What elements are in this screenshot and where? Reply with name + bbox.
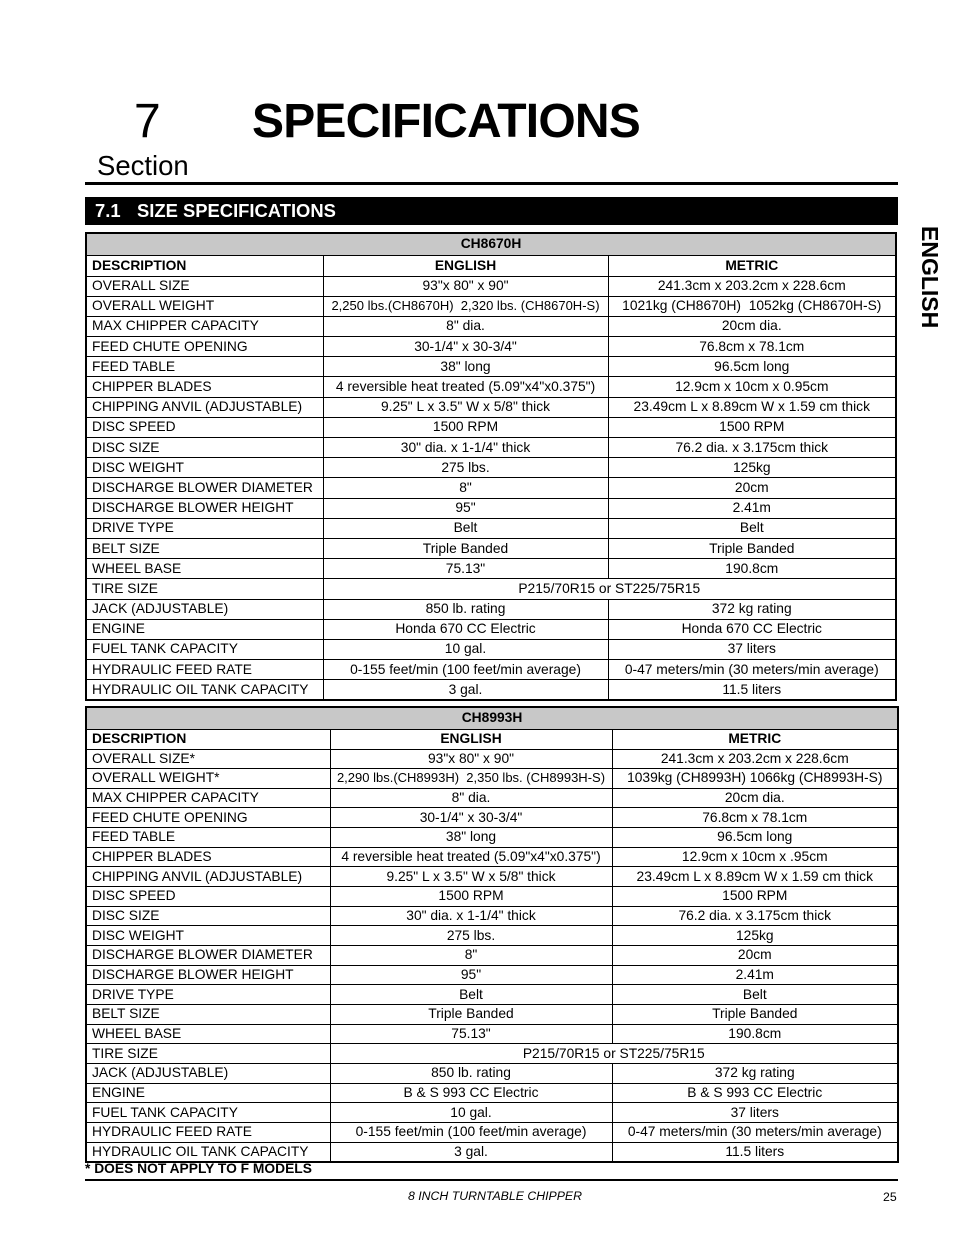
cell-english: 10 gal.	[323, 639, 608, 659]
cell-english: 8" dia.	[323, 316, 608, 336]
column-header-row	[86, 255, 896, 276]
cell-english: 38" long	[323, 357, 608, 377]
table-row	[86, 828, 898, 848]
cell-description: OVERALL WEIGHT*	[86, 769, 330, 789]
cell-metric: 125kg	[612, 926, 898, 946]
table-row	[86, 985, 898, 1005]
cell-english: Belt	[323, 518, 608, 538]
subsection-title: SIZE SPECIFICATIONS	[137, 200, 336, 221]
cell-metric: 2.41m	[612, 965, 898, 985]
table-row	[86, 276, 896, 296]
cell-metric: 125kg	[608, 458, 896, 478]
table-row	[86, 1122, 898, 1142]
cell-description: BELT SIZE	[86, 1005, 330, 1025]
cell-description: DISCHARGE BLOWER HEIGHT	[86, 965, 330, 985]
cell-description: CHIPPING ANVIL (ADJUSTABLE)	[86, 867, 330, 887]
cell-english: 8" dia.	[330, 788, 612, 808]
footer-title: 8 INCH TURNTABLE CHIPPER	[407, 1189, 582, 1203]
model-name: CH8670H	[86, 233, 896, 255]
cell-description: DISC SPEED	[86, 417, 323, 437]
cell-english: 75.13"	[323, 559, 608, 579]
cell-description: FEED TABLE	[86, 828, 330, 848]
title-rule	[85, 182, 898, 185]
cell-english: 30-1/4" x 30-3/4"	[330, 808, 612, 828]
table-row	[86, 296, 896, 316]
cell-description: CHIPPER BLADES	[86, 847, 330, 867]
column-header-english: ENGLISH	[323, 255, 608, 276]
table-row	[86, 847, 898, 867]
cell-english: 3 gal.	[323, 680, 608, 700]
table-row	[86, 946, 898, 966]
cell-metric: 2.41m	[608, 498, 896, 518]
cell-english: 275 lbs.	[330, 926, 612, 946]
table-row	[86, 906, 898, 926]
cell-description: DISC SIZE	[86, 438, 323, 458]
table-row	[86, 1142, 898, 1162]
cell-description: OVERALL SIZE*	[86, 749, 330, 769]
cell-metric: 37 liters	[612, 1103, 898, 1123]
table-row	[86, 538, 896, 558]
cell-description: FEED TABLE	[86, 357, 323, 377]
table-row	[86, 769, 898, 789]
cell-metric: 76.8cm x 78.1cm	[608, 337, 896, 357]
cell-description: ENGINE	[86, 619, 323, 639]
cell-metric: 11.5 liters	[612, 1142, 898, 1162]
cell-metric: 241.3cm x 203.2cm x 228.6cm	[608, 276, 896, 296]
cell-english: 75.13"	[330, 1024, 612, 1044]
cell-description: CHIPPING ANVIL (ADJUSTABLE)	[86, 397, 323, 417]
cell-metric: 37 liters	[608, 639, 896, 659]
cell-english: 2,250 lbs.(CH8670H) 2,320 lbs. (CH8670H-S)	[323, 296, 608, 316]
cell-english: 2,290 lbs.(CH8993H) 2,350 lbs. (CH8993H-S)	[330, 769, 612, 789]
cell-english: Belt	[330, 985, 612, 1005]
cell-english: Triple Banded	[330, 1005, 612, 1025]
cell-english: 1500 RPM	[330, 887, 612, 907]
table-row	[86, 438, 896, 458]
cell-metric: B & S 993 CC Electric	[612, 1083, 898, 1103]
cell-metric: 23.49cm L x 8.89cm W x 1.59 cm thick	[612, 867, 898, 887]
cell-metric: 96.5cm long	[608, 357, 896, 377]
cell-description: ENGINE	[86, 1083, 330, 1103]
cell-english: 3 gal.	[330, 1142, 612, 1162]
cell-description: FUEL TANK CAPACITY	[86, 639, 323, 659]
cell-english: 8"	[323, 478, 608, 498]
cell-description: HYDRAULIC OIL TANK CAPACITY	[86, 1142, 330, 1162]
spec-table-2	[85, 706, 899, 1163]
cell-description: TIRE SIZE	[86, 579, 323, 599]
cell-description: BELT SIZE	[86, 538, 323, 558]
cell-metric: Belt	[612, 985, 898, 1005]
cell-english: 93"x 80" x 90"	[323, 276, 608, 296]
subsection-banner	[85, 197, 898, 225]
cell-metric: 96.5cm long	[612, 828, 898, 848]
cell-description: DISC SIZE	[86, 906, 330, 926]
cell-metric: 1021kg (CH8670H) 1052kg (CH8670H-S)	[608, 296, 896, 316]
column-header-metric: METRIC	[608, 255, 896, 276]
table-row	[86, 377, 896, 397]
cell-description: OVERALL SIZE	[86, 276, 323, 296]
cell-english: 4 reversible heat treated (5.09"x4"x0.375")	[323, 377, 608, 397]
cell-description: JACK (ADJUSTABLE)	[86, 599, 323, 619]
cell-metric: Triple Banded	[612, 1005, 898, 1025]
cell-english: 850 lb. rating	[330, 1064, 612, 1084]
cell-description: DISC WEIGHT	[86, 458, 323, 478]
table-row	[86, 518, 896, 538]
cell-english-metric: P215/70R15 or ST225/75R15	[330, 1044, 898, 1064]
cell-english: 1500 RPM	[323, 417, 608, 437]
cell-english: 8"	[330, 946, 612, 966]
table-row	[86, 639, 896, 659]
language-side-tab: ENGLISH	[917, 226, 943, 329]
cell-english: 30-1/4" x 30-3/4"	[323, 337, 608, 357]
model-row	[86, 707, 898, 729]
subsection-number: 7.1	[95, 200, 121, 221]
cell-english: 9.25" L x 3.5" W x 5/8" thick	[330, 867, 612, 887]
table-row	[86, 478, 896, 498]
footer-rule	[85, 1179, 898, 1181]
cell-english: 95"	[330, 965, 612, 985]
cell-metric: 241.3cm x 203.2cm x 228.6cm	[612, 749, 898, 769]
column-header-description: DESCRIPTION	[86, 729, 330, 749]
table-row	[86, 749, 898, 769]
cell-english: 275 lbs.	[323, 458, 608, 478]
cell-english: 850 lb. rating	[323, 599, 608, 619]
table-row	[86, 887, 898, 907]
cell-description: MAX CHIPPER CAPACITY	[86, 316, 323, 336]
cell-description: HYDRAULIC FEED RATE	[86, 660, 323, 680]
cell-english: Honda 670 CC Electric	[323, 619, 608, 639]
model-row	[86, 233, 896, 255]
cell-metric: 12.9cm x 10cm x 0.95cm	[608, 377, 896, 397]
page-title: SPECIFICATIONS	[252, 95, 640, 148]
section-label: Section	[97, 150, 189, 181]
cell-description: DRIVE TYPE	[86, 985, 330, 1005]
cell-metric: 23.49cm L x 8.89cm W x 1.59 cm thick	[608, 397, 896, 417]
cell-english: 38" long	[330, 828, 612, 848]
cell-description: HYDRAULIC OIL TANK CAPACITY	[86, 680, 323, 700]
table-row	[86, 808, 898, 828]
cell-metric: 0-47 meters/min (30 meters/min average)	[612, 1122, 898, 1142]
cell-english: 95"	[323, 498, 608, 518]
table-row	[86, 397, 896, 417]
column-header-row	[86, 729, 898, 749]
cell-description: DISCHARGE BLOWER HEIGHT	[86, 498, 323, 518]
table-row	[86, 498, 896, 518]
cell-english: 0-155 feet/min (100 feet/min average)	[323, 660, 608, 680]
cell-english: 10 gal.	[330, 1103, 612, 1123]
page-number: 25	[883, 1190, 897, 1204]
cell-description: DISC WEIGHT	[86, 926, 330, 946]
cell-description: DISCHARGE BLOWER DIAMETER	[86, 478, 323, 498]
column-header-description: DESCRIPTION	[86, 255, 323, 276]
cell-metric: 190.8cm	[612, 1024, 898, 1044]
table-row	[86, 599, 896, 619]
section-number: 7	[134, 95, 161, 148]
cell-metric: 20cm dia.	[608, 316, 896, 336]
table-row	[86, 788, 898, 808]
cell-metric: 20cm	[612, 946, 898, 966]
cell-english: Triple Banded	[323, 538, 608, 558]
cell-description: FUEL TANK CAPACITY	[86, 1103, 330, 1123]
cell-metric: 76.2 dia. x 3.175cm thick	[612, 906, 898, 926]
cell-metric: 372 kg rating	[612, 1064, 898, 1084]
cell-description: FEED CHUTE OPENING	[86, 808, 330, 828]
cell-metric: 0-47 meters/min (30 meters/min average)	[608, 660, 896, 680]
cell-metric: 1500 RPM	[608, 417, 896, 437]
cell-description: HYDRAULIC FEED RATE	[86, 1122, 330, 1142]
cell-metric: 20cm	[608, 478, 896, 498]
table-row	[86, 316, 896, 336]
cell-metric: Triple Banded	[608, 538, 896, 558]
footnote: * DOES NOT APPLY TO F MODELS	[85, 1161, 312, 1176]
table-row	[86, 660, 896, 680]
cell-description: MAX CHIPPER CAPACITY	[86, 788, 330, 808]
table-row	[86, 417, 896, 437]
table-row	[86, 619, 896, 639]
cell-description: OVERALL WEIGHT	[86, 296, 323, 316]
cell-metric: Honda 670 CC Electric	[608, 619, 896, 639]
table-row	[86, 965, 898, 985]
cell-metric: 190.8cm	[608, 559, 896, 579]
column-header-metric: METRIC	[612, 729, 898, 749]
cell-description: FEED CHUTE OPENING	[86, 337, 323, 357]
table-row	[86, 1024, 898, 1044]
cell-description: TIRE SIZE	[86, 1044, 330, 1064]
table-row	[86, 1005, 898, 1025]
table-row	[86, 1103, 898, 1123]
cell-english: 4 reversible heat treated (5.09"x4"x0.375")	[330, 847, 612, 867]
table-row	[86, 337, 896, 357]
table-row	[86, 680, 896, 700]
cell-description: JACK (ADJUSTABLE)	[86, 1064, 330, 1084]
cell-metric: 372 kg rating	[608, 599, 896, 619]
cell-metric: 1039kg (CH8993H) 1066kg (CH8993H-S)	[612, 769, 898, 789]
cell-metric: 11.5 liters	[608, 680, 896, 700]
cell-description: DRIVE TYPE	[86, 518, 323, 538]
cell-metric: 76.2 dia. x 3.175cm thick	[608, 438, 896, 458]
cell-english: 0-155 feet/min (100 feet/min average)	[330, 1122, 612, 1142]
cell-english: B & S 993 CC Electric	[330, 1083, 612, 1103]
cell-metric: 20cm dia.	[612, 788, 898, 808]
cell-english-metric: P215/70R15 or ST225/75R15	[323, 579, 896, 599]
spec-table-1	[85, 232, 897, 701]
cell-metric: 12.9cm x 10cm x .95cm	[612, 847, 898, 867]
cell-english: 30" dia. x 1-1/4" thick	[323, 438, 608, 458]
cell-description: CHIPPER BLADES	[86, 377, 323, 397]
table-row	[86, 357, 896, 377]
model-name: CH8993H	[86, 707, 898, 729]
cell-description: DISCHARGE BLOWER DIAMETER	[86, 946, 330, 966]
cell-english: 30" dia. x 1-1/4" thick	[330, 906, 612, 926]
column-header-english: ENGLISH	[330, 729, 612, 749]
table-row	[86, 559, 896, 579]
cell-metric: Belt	[608, 518, 896, 538]
cell-metric: 76.8cm x 78.1cm	[612, 808, 898, 828]
table-row	[86, 579, 896, 599]
cell-english: 93"x 80" x 90"	[330, 749, 612, 769]
cell-metric: 1500 RPM	[612, 887, 898, 907]
cell-description: DISC SPEED	[86, 887, 330, 907]
table-row	[86, 458, 896, 478]
cell-description: WHEEL BASE	[86, 1024, 330, 1044]
table-row	[86, 926, 898, 946]
table-row	[86, 867, 898, 887]
table-row	[86, 1044, 898, 1064]
cell-description: WHEEL BASE	[86, 559, 323, 579]
table-row	[86, 1083, 898, 1103]
table-row	[86, 1064, 898, 1084]
cell-english: 9.25" L x 3.5" W x 5/8" thick	[323, 397, 608, 417]
